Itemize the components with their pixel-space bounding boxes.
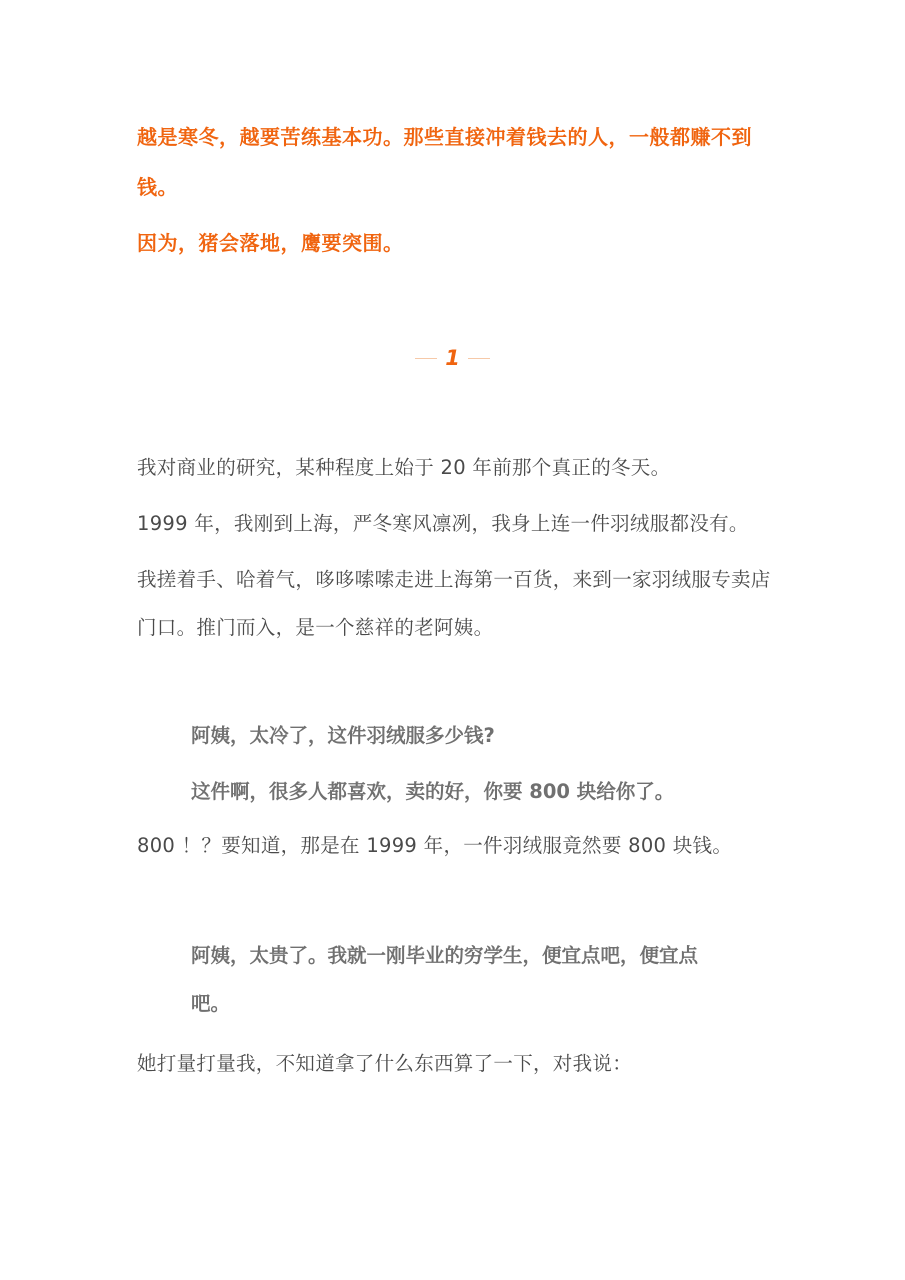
dialogue-line-2: 这件啊，很多人都喜欢，卖的好，你要 800 块给你了。	[191, 780, 675, 803]
body-paragraph-4-block	[137, 822, 777, 870]
intro-line-1: 越是寒冬，越要苦练基本功。那些直接冲着钱去的人，一般都赚不到钱。	[137, 125, 752, 199]
paragraph-2: 1999 年，我刚到上海，严冬寒风凛冽，我身上连一件羽绒服都没有。	[137, 512, 749, 535]
intro-line-2: 因为，猪会落地，鹰要突围。	[137, 231, 404, 255]
paragraph-4: 800 ！？要知道，那是在 1999 年，一件羽绒服竟然要 800 块钱。	[137, 834, 733, 857]
section-divider	[0, 340, 905, 376]
paragraph-1: 我对商业的研究，某种程度上始于 20 年前那个真正的冬天。	[137, 456, 671, 479]
dialogue-line-1: 阿姨，太冷了，这件羽绒服多少钱?	[191, 724, 495, 747]
section-number: 1	[445, 346, 460, 370]
dialogue-line-3: 阿姨，太贵了。我就一刚毕业的穷学生，便宜点吧，便宜点吧。	[191, 944, 699, 1015]
body-paragraph-5-block	[137, 1040, 777, 1088]
paragraph-3: 我搓着手、哈着气，哆哆嗦嗦走进上海第一百货，来到一家羽绒服专卖店门口。推门而入，是一个慈祥的老阿姨。	[137, 568, 771, 639]
dialogue-block-1	[191, 712, 731, 816]
paragraph-5: 她打量打量我，不知道拿了什么东西算了一下，对我说：	[137, 1052, 633, 1075]
divider-rule-right	[468, 358, 490, 359]
dialogue-block-2	[191, 932, 731, 1028]
intro-highlight	[137, 112, 777, 274]
divider-rule-left	[415, 358, 437, 359]
body-paragraphs-1	[137, 444, 777, 652]
